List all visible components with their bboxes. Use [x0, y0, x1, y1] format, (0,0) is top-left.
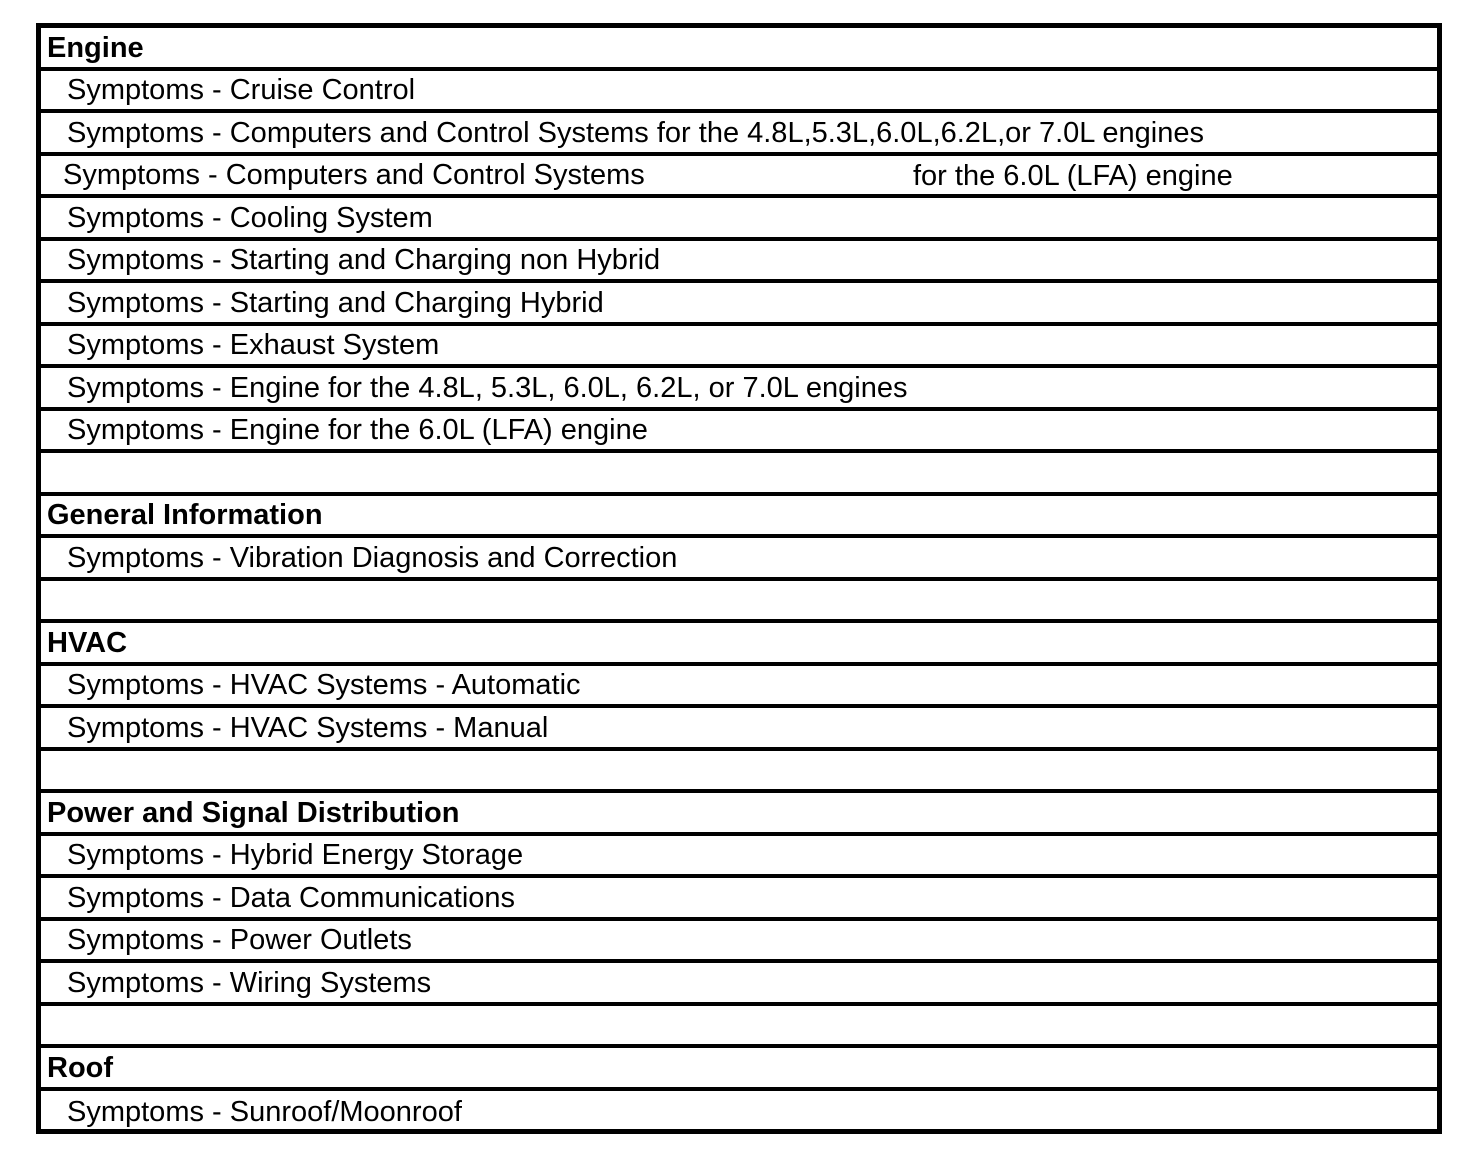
symptom-link-row[interactable]: [41, 326, 1437, 369]
symptom-title: Symptoms - Engine for the 6.0L (LFA) engine: [67, 414, 648, 447]
section-header: [41, 496, 1437, 539]
symptom-link-row[interactable]: [41, 71, 1437, 114]
symptom-link-row[interactable]: [41, 666, 1437, 709]
symptom-title: Symptoms - Sunroof/Moonroof: [67, 1096, 462, 1129]
symptom-link-row[interactable]: [41, 708, 1437, 751]
symptom-link-row[interactable]: [41, 368, 1437, 411]
symptom-title: Symptoms - Starting and Charging Hybrid: [67, 286, 604, 319]
symptom-title: Symptoms - Exhaust System: [67, 329, 440, 362]
blank-row: [41, 453, 1437, 496]
symptom-link-row[interactable]: [41, 963, 1437, 1006]
symptom-title: Symptoms - HVAC Systems - Automatic: [67, 669, 581, 702]
section-header: [41, 623, 1437, 666]
symptoms-index-table: [36, 23, 1442, 1134]
symptom-link-row[interactable]: [41, 921, 1437, 964]
symptom-title: Symptoms - Power Outlets: [67, 924, 412, 957]
symptom-link-row[interactable]: [41, 283, 1437, 326]
symptom-link-row[interactable]: [41, 836, 1437, 879]
symptom-link-row[interactable]: [41, 198, 1437, 241]
section-header: [41, 1048, 1437, 1091]
symptom-title: Symptoms - Cooling System: [67, 201, 433, 234]
symptom-link-row[interactable]: [41, 156, 1437, 199]
section-title: HVAC: [47, 626, 128, 659]
symptom-title: Symptoms - Wiring Systems: [67, 966, 432, 999]
section-header: [41, 793, 1437, 836]
section-title: Engine: [47, 31, 144, 64]
section-title: Roof: [47, 1051, 114, 1084]
blank-row: [41, 581, 1437, 624]
section-header: [41, 28, 1437, 71]
symptom-link-row[interactable]: [41, 411, 1437, 454]
symptom-title: Symptoms - Engine for the 4.8L, 5.3L, 6.0L, 6.2L, or 7.0L engines: [67, 371, 908, 404]
symptom-link-row[interactable]: [41, 241, 1437, 284]
blank-row: [41, 1006, 1437, 1049]
symptom-title: Symptoms - Hybrid Energy Storage: [67, 839, 524, 872]
symptom-title: Symptoms - Vibration Diagnosis and Correction: [67, 541, 678, 574]
symptom-title: Symptoms - Computers and Control Systems for the 4.8L,5.3L,6.0L,6.2L,or 7.0L engines: [67, 116, 1204, 149]
symptom-title: Symptoms - Data Communications: [67, 881, 516, 914]
symptom-link-row[interactable]: [41, 878, 1437, 921]
section-title: Power and Signal Distribution: [47, 796, 460, 829]
symptom-title: Symptoms - Cruise Control: [67, 74, 416, 107]
symptom-link-row[interactable]: [41, 538, 1437, 581]
section-title: General Information: [47, 499, 323, 532]
symptom-title-continuation: for the 6.0L (LFA) engine: [913, 160, 1233, 193]
symptom-title: Symptoms - HVAC Systems - Manual: [67, 711, 549, 744]
symptom-title: Symptoms - Computers and Control Systems: [63, 159, 645, 192]
symptom-link-row[interactable]: [41, 113, 1437, 156]
blank-row: [41, 751, 1437, 794]
symptom-link-row[interactable]: [41, 1091, 1437, 1134]
symptom-title: Symptoms - Starting and Charging non Hybrid: [67, 244, 661, 277]
